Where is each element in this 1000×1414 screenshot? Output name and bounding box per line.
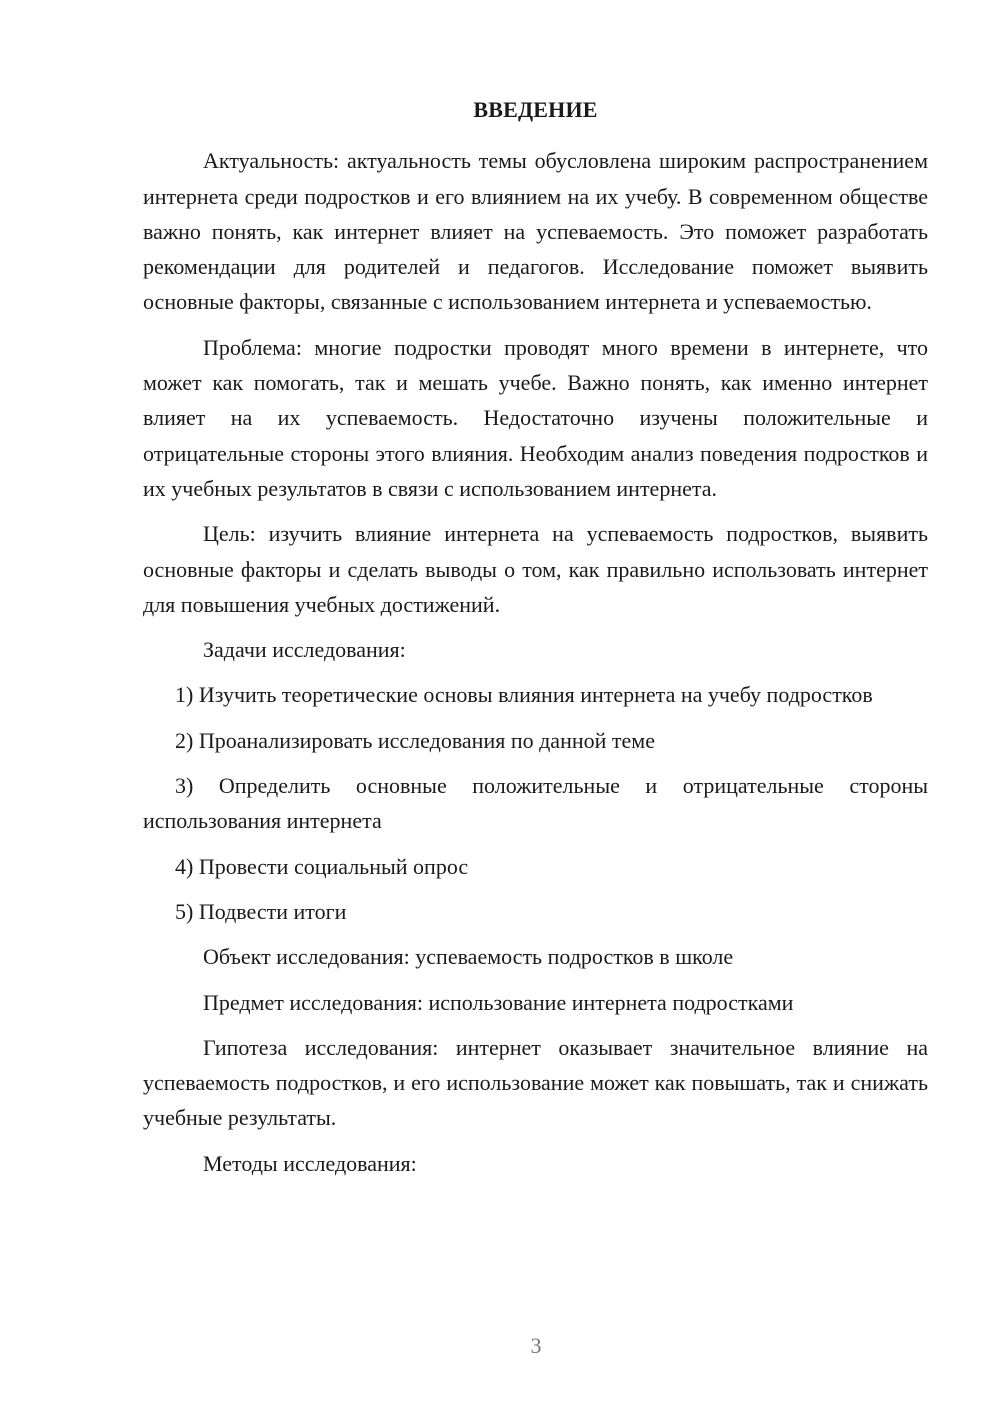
paragraph-hypothesis: Гипотеза исследования: интернет оказывает значительное влияние на успеваемость подростков, и его использование может как повышать, так и снижать учебные результаты. — [143, 1034, 928, 1131]
paragraph-relevance: Актуальность: актуальность темы обусловлена широким распространением интернета среди подростков и его влиянием на их учебу. В современном обществе важно понять, как интернет влияет на успеваемость. Это поможет разработать рекомендации для родителей и педагогов. Исследование поможет выявить основные факторы, связанные с использованием интернета и успеваемостью. — [143, 148, 928, 315]
section-title: ВВЕДЕНИЕ — [473, 97, 598, 122]
paragraph-methods: Методы исследования: — [203, 1150, 417, 1176]
page-number: 3 — [530, 1333, 542, 1358]
task-item-2: 2) Проанализировать исследования по данной теме — [175, 727, 655, 753]
paragraph-tasks-heading: Задачи исследования: — [203, 637, 406, 663]
task-item-3: 3) Определить основные положительные и отрицательные стороны использования интернета — [143, 773, 928, 834]
paragraph-problem: Проблема: многие подростки проводят много времени в интернете, что может как помогать, так и мешать учебе. Важно понять, как именно интернет влияет на их успеваемость. Недостаточно изучены положительные и отрицательные стороны этого влияния. Необходим анализ поведения подростков и их учебных результатов в связи с использованием интернета. — [143, 334, 928, 501]
paragraph-goal: Цель: изучить влияние интернета на успеваемость подростков, выявить основные факторы и сделать выводы о том, как правильно использовать интернет для повышения учебных достижений. — [143, 521, 928, 617]
task-item-4: 4) Провести социальный опрос — [175, 853, 469, 879]
task-item-1: 1) Изучить теоретические основы влияния интернета на учебу подростков — [175, 682, 873, 708]
task-item-5: 5) Подвести итоги — [175, 898, 347, 924]
paragraph-object: Объект исследования: успеваемость подростков в школе — [203, 944, 734, 970]
paragraph-subject: Предмет исследования: использование интернета подростками — [203, 989, 794, 1015]
document-page — [143, 92, 928, 1181]
